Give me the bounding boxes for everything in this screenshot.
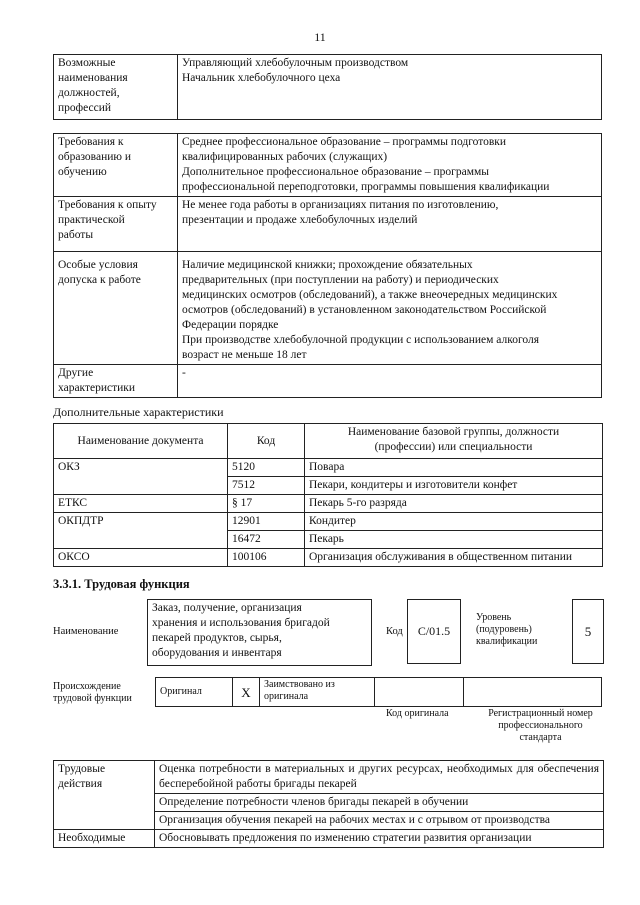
code-value: С/01.5 xyxy=(407,599,461,664)
original-cell: Оригинал xyxy=(156,678,233,707)
code-cell: 7512 xyxy=(228,477,305,495)
requirements-table xyxy=(53,133,602,398)
actions-label: Трудовые действия xyxy=(54,761,155,830)
header-name: Наименование базовой группы, должности (профессии) или специальности xyxy=(305,424,603,459)
experience-value: Не менее года работы в организациях питания по изготовлению, презентации и продаже хлебобулочных изделий xyxy=(178,197,602,252)
other-label: Другие характеристики xyxy=(54,365,178,398)
original-mark: X xyxy=(233,678,260,707)
borrowed-cell: Заимствовано из оригинала xyxy=(260,678,375,707)
doc-cell xyxy=(54,477,228,495)
extra-heading: Дополнительные характеристики xyxy=(53,405,224,419)
action-item: Оценка потребности в материальных и других ресурсах, необходимых для обеспечения бесперебойной работы бригады пекарей xyxy=(155,761,604,794)
classifiers-table xyxy=(53,423,603,567)
doc-cell xyxy=(54,531,228,549)
name-cell: Организация обслуживания в общественном питании xyxy=(305,549,603,567)
action-item: Организация обучения пекарей на рабочих местах и с отрывом от производства xyxy=(155,812,604,830)
admission-label: Особые условия допуска к работе xyxy=(54,252,178,365)
code-original-caption: Код оригинала xyxy=(386,708,449,719)
header-doc: Наименование документа xyxy=(54,424,228,459)
experience-label: Требования к опыту практической работы xyxy=(54,197,178,252)
doc-cell: ОКСО xyxy=(54,549,228,567)
name-cell: Пекарь xyxy=(305,531,603,549)
other-value: - xyxy=(178,365,602,398)
doc-cell: ОКПДТР xyxy=(54,513,228,531)
table-row xyxy=(156,678,602,707)
table-row xyxy=(54,495,603,513)
code-original-cell xyxy=(375,678,464,707)
reg-number-cell xyxy=(464,678,602,707)
reg-number-caption: Регистрационный номер профессионального стандарта xyxy=(488,708,593,743)
table-row xyxy=(54,197,602,252)
table-row xyxy=(54,252,602,365)
table-row xyxy=(54,459,603,477)
actions-table xyxy=(53,760,604,848)
admission-value: Наличие медицинской книжки; прохождение обязательных предварительных (при поступлении на работу) и периодических медицинских осмотров (обследований), а также внеочередных медицинских осмотров (обследований) в установленном законодательством Российской Федерации порядке При производстве хлебобулочной продукции с использованием алкоголя возраст не меньше 18 лет xyxy=(178,252,602,365)
code-cell: 100106 xyxy=(228,549,305,567)
doc-cell: ЕТКС xyxy=(54,495,228,513)
table-row xyxy=(54,477,603,495)
origin-label: Происхождение трудовой функции xyxy=(53,681,132,704)
name-label: Наименование xyxy=(53,626,119,637)
code-cell: 12901 xyxy=(228,513,305,531)
function-name-box: Заказ, получение, организация хранения и использования бригадой пекарей продуктов, сырья, оборудования и инвентаря xyxy=(147,599,372,666)
table-row xyxy=(54,513,603,531)
positions-table xyxy=(53,54,602,120)
code-cell: 16472 xyxy=(228,531,305,549)
skills-label: Необходимые xyxy=(54,830,155,848)
table-header-row xyxy=(54,424,603,459)
table-row xyxy=(54,549,603,567)
education-value: Среднее профессиональное образование – программы подготовки квалифицированных рабочих (служащих) Дополнительное профессиональное образование – программы профессиональной переподготовки, программы повышения квалификации xyxy=(178,134,602,197)
page-number: 11 xyxy=(314,30,326,44)
name-cell: Повара xyxy=(305,459,603,477)
name-cell: Пекарь 5-го разряда xyxy=(305,495,603,513)
doc-cell: ОКЗ xyxy=(54,459,228,477)
name-cell: Кондитер xyxy=(305,513,603,531)
code-label: Код xyxy=(386,626,403,637)
table-row xyxy=(54,761,604,794)
positions-value: Управляющий хлебобулочным производством Начальник хлебобулочного цеха xyxy=(178,55,602,120)
origin-table xyxy=(155,677,602,707)
code-cell: § 17 xyxy=(228,495,305,513)
table-row xyxy=(54,134,602,197)
table-row xyxy=(54,365,602,398)
education-label: Требования к образованию и обучению xyxy=(54,134,178,197)
section-title: 3.3.1. Трудовая функция xyxy=(53,577,190,591)
positions-label: Возможные наименования должностей, профессий xyxy=(54,55,178,120)
code-cell: 5120 xyxy=(228,459,305,477)
action-item: Определение потребности членов бригады пекарей в обучении xyxy=(155,794,604,812)
header-code: Код xyxy=(228,424,305,459)
table-row xyxy=(54,531,603,549)
skill-item: Обосновывать предложения по изменению стратегии развития организации xyxy=(155,830,604,848)
level-label: Уровень (подуровень) квалификации xyxy=(476,612,538,647)
level-value: 5 xyxy=(572,599,604,664)
name-cell: Пекари, кондитеры и изготовители конфет xyxy=(305,477,603,495)
table-row xyxy=(54,830,604,848)
table-row xyxy=(54,55,602,120)
